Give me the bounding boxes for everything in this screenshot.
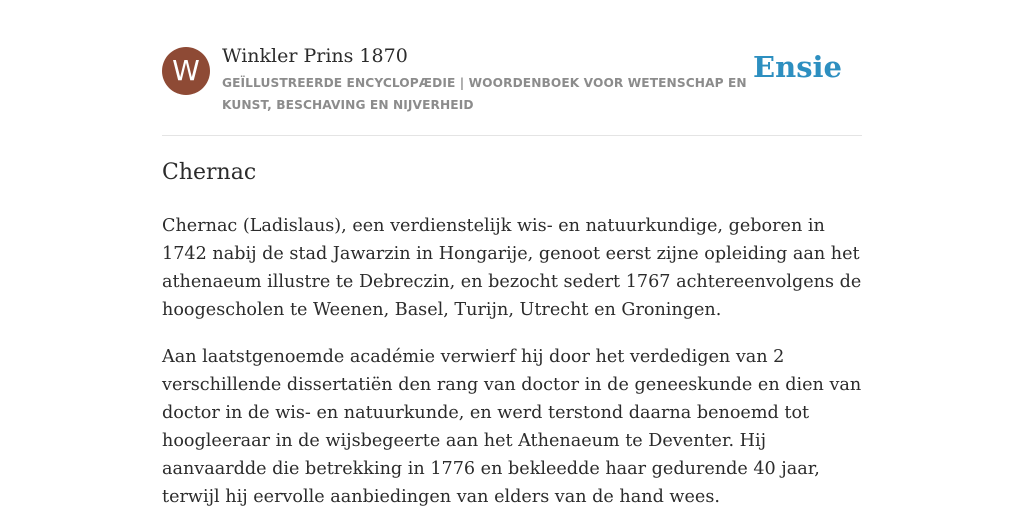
source-subtitle: GEÏLLUSTREERDE ENCYCLOPÆDIE | WOORDENBOEK VOOR WETENSCHAP EN KUNST, BESCHAVING EN NIJVERHEID bbox=[222, 76, 747, 112]
source-avatar: W bbox=[162, 47, 210, 95]
article-paragraph-2: Aan laatstgenoemde académie verwierf hij door het verdedigen van 2 verschillende dissertatiën den rang van doctor in de geneeskunde en dien van doctor in de wis- en natuurkunde, en werd terstond daarna benoemd tot hoogleeraar in de wijsbegeerte aan het Athenaeum te Deventer. Hij aanvaardde die betrekking in 1776 en bekleedde haar gedurende 40 jaar, terwijl hij eervolle aanbiedingen van elders van de hand wees. bbox=[162, 347, 862, 507]
article-paragraph-1: Chernac (Ladislaus), een verdienstelijk wis- en natuurkundige, geboren in 1742 nabij de stad Jawarzin in Hongarije, genoot eerst zijne opleiding aan het athenaeum illustre te Debreczin, en bezocht sedert 1767 achtereenvolgens de hoogescholen te Weenen, Basel, Turijn, Utrecht en Groningen. bbox=[162, 216, 862, 320]
article-title: Chernac bbox=[162, 160, 257, 185]
source-title[interactable]: Winkler Prins 1870 bbox=[222, 45, 408, 67]
ensie-logo-link[interactable]: Ensie bbox=[753, 50, 842, 84]
page-container bbox=[162, 0, 862, 507]
header bbox=[162, 0, 862, 136]
